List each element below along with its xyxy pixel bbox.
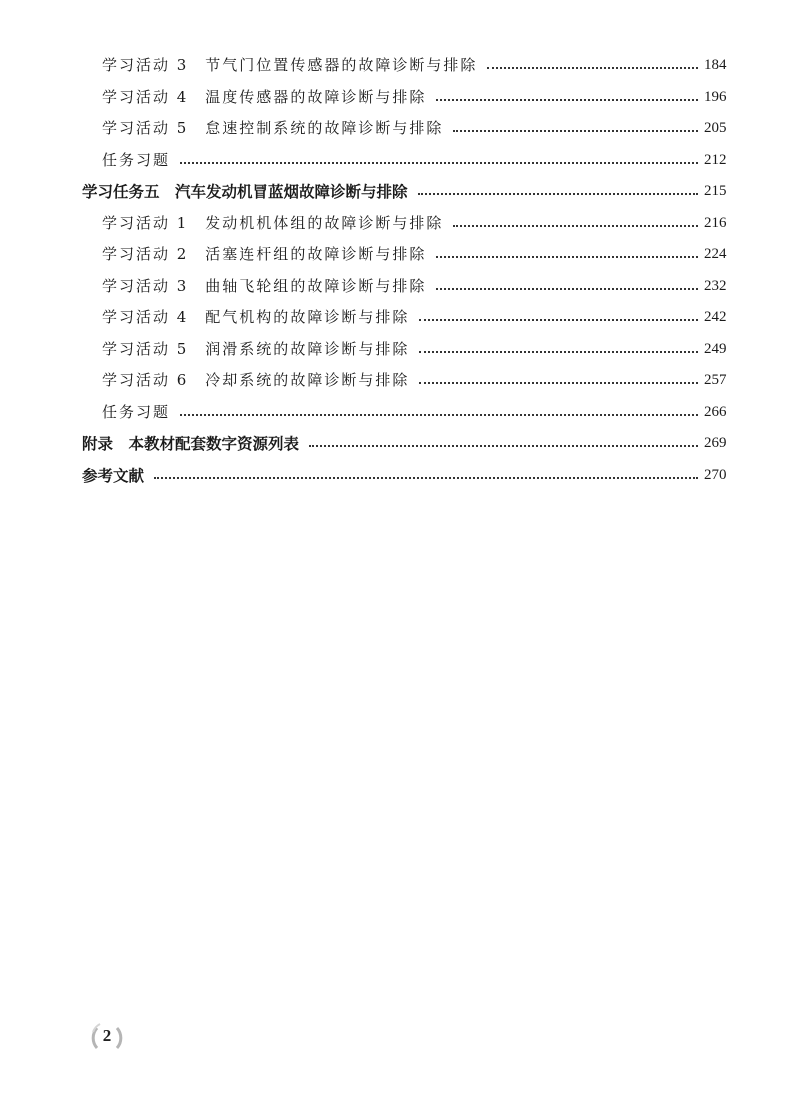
toc-entry-label: 任务习题 [102, 150, 171, 169]
toc-entry[interactable] [0, 334, 790, 366]
toc-entry-label: 学习活动 6 冷却系统的故障诊断与排除 [102, 371, 410, 390]
dot-leader [436, 287, 698, 290]
toc-entry[interactable] [0, 302, 790, 334]
toc-entry-label: 学习活动 5 怠速控制系统的故障诊断与排除 [102, 119, 444, 138]
toc-entry-page: 242 [704, 309, 727, 326]
toc-entry-page: 232 [704, 277, 727, 294]
dot-leader [487, 66, 698, 69]
page-number: 2 [102, 1026, 112, 1045]
toc-entry[interactable] [0, 145, 790, 177]
toc-entry-page: 269 [704, 435, 727, 452]
dot-leader [436, 255, 698, 258]
toc-entry-page: 212 [704, 151, 727, 168]
toc-entry[interactable] [0, 239, 790, 271]
dot-leader [180, 413, 698, 416]
dot-leader [418, 192, 698, 195]
dot-leader [453, 224, 698, 227]
toc-entry[interactable] [0, 82, 790, 114]
toc-entry-page: 205 [704, 120, 727, 137]
toc-entry-page: 216 [704, 214, 727, 231]
toc-entry-page: 215 [704, 183, 727, 200]
toc-entry[interactable] [0, 397, 790, 429]
dot-leader [453, 129, 698, 132]
toc-entry-label: 附录 本教材配套数字资源列表 [82, 434, 300, 453]
toc-entry-page: 249 [704, 340, 727, 357]
table-of-contents [0, 50, 790, 491]
toc-entry-label: 学习活动 2 活塞连杆组的故障诊断与排除 [102, 245, 427, 264]
toc-entry[interactable] [0, 271, 790, 303]
toc-entry-label: 学习活动 1 发动机机体组的故障诊断与排除 [102, 213, 444, 232]
toc-entry[interactable] [0, 365, 790, 397]
toc-entry-label: 任务习题 [102, 402, 171, 421]
dot-leader [419, 318, 698, 321]
toc-entry-label: 学习活动 3 节气门位置传感器的故障诊断与排除 [102, 56, 478, 75]
toc-entry-appendix[interactable] [0, 428, 790, 460]
dot-leader [436, 98, 698, 101]
toc-entry-page: 224 [704, 246, 727, 263]
toc-entry-page: 196 [704, 88, 727, 105]
toc-entry-label: 参考文献 [82, 465, 145, 485]
dot-leader [419, 381, 698, 384]
toc-entry-label: 学习活动 4 配气机构的故障诊断与排除 [102, 308, 410, 327]
toc-entry-page: 270 [704, 466, 727, 483]
toc-entry-page: 184 [704, 57, 727, 74]
toc-entry-page: 257 [704, 372, 727, 389]
toc-entry-label: 学习活动 4 温度传感器的故障诊断与排除 [102, 87, 427, 106]
toc-entry-label: 学习活动 3 曲轴飞轮组的故障诊断与排除 [102, 276, 427, 295]
toc-entry-chapter[interactable] [0, 176, 790, 208]
toc-entry[interactable] [0, 208, 790, 240]
toc-entry[interactable] [0, 113, 790, 145]
toc-entry-label: 学习活动 5 润滑系统的故障诊断与排除 [102, 339, 410, 358]
toc-entry[interactable] [0, 50, 790, 82]
page-number-badge [89, 1020, 125, 1056]
toc-entry-page: 266 [704, 403, 727, 420]
dot-leader [154, 476, 698, 479]
dot-leader [309, 444, 698, 447]
dot-leader [180, 161, 698, 164]
toc-entry-references[interactable] [0, 460, 790, 492]
dot-leader [419, 350, 698, 353]
toc-entry-label: 学习任务五 汽车发动机冒蓝烟故障诊断与排除 [82, 182, 408, 201]
